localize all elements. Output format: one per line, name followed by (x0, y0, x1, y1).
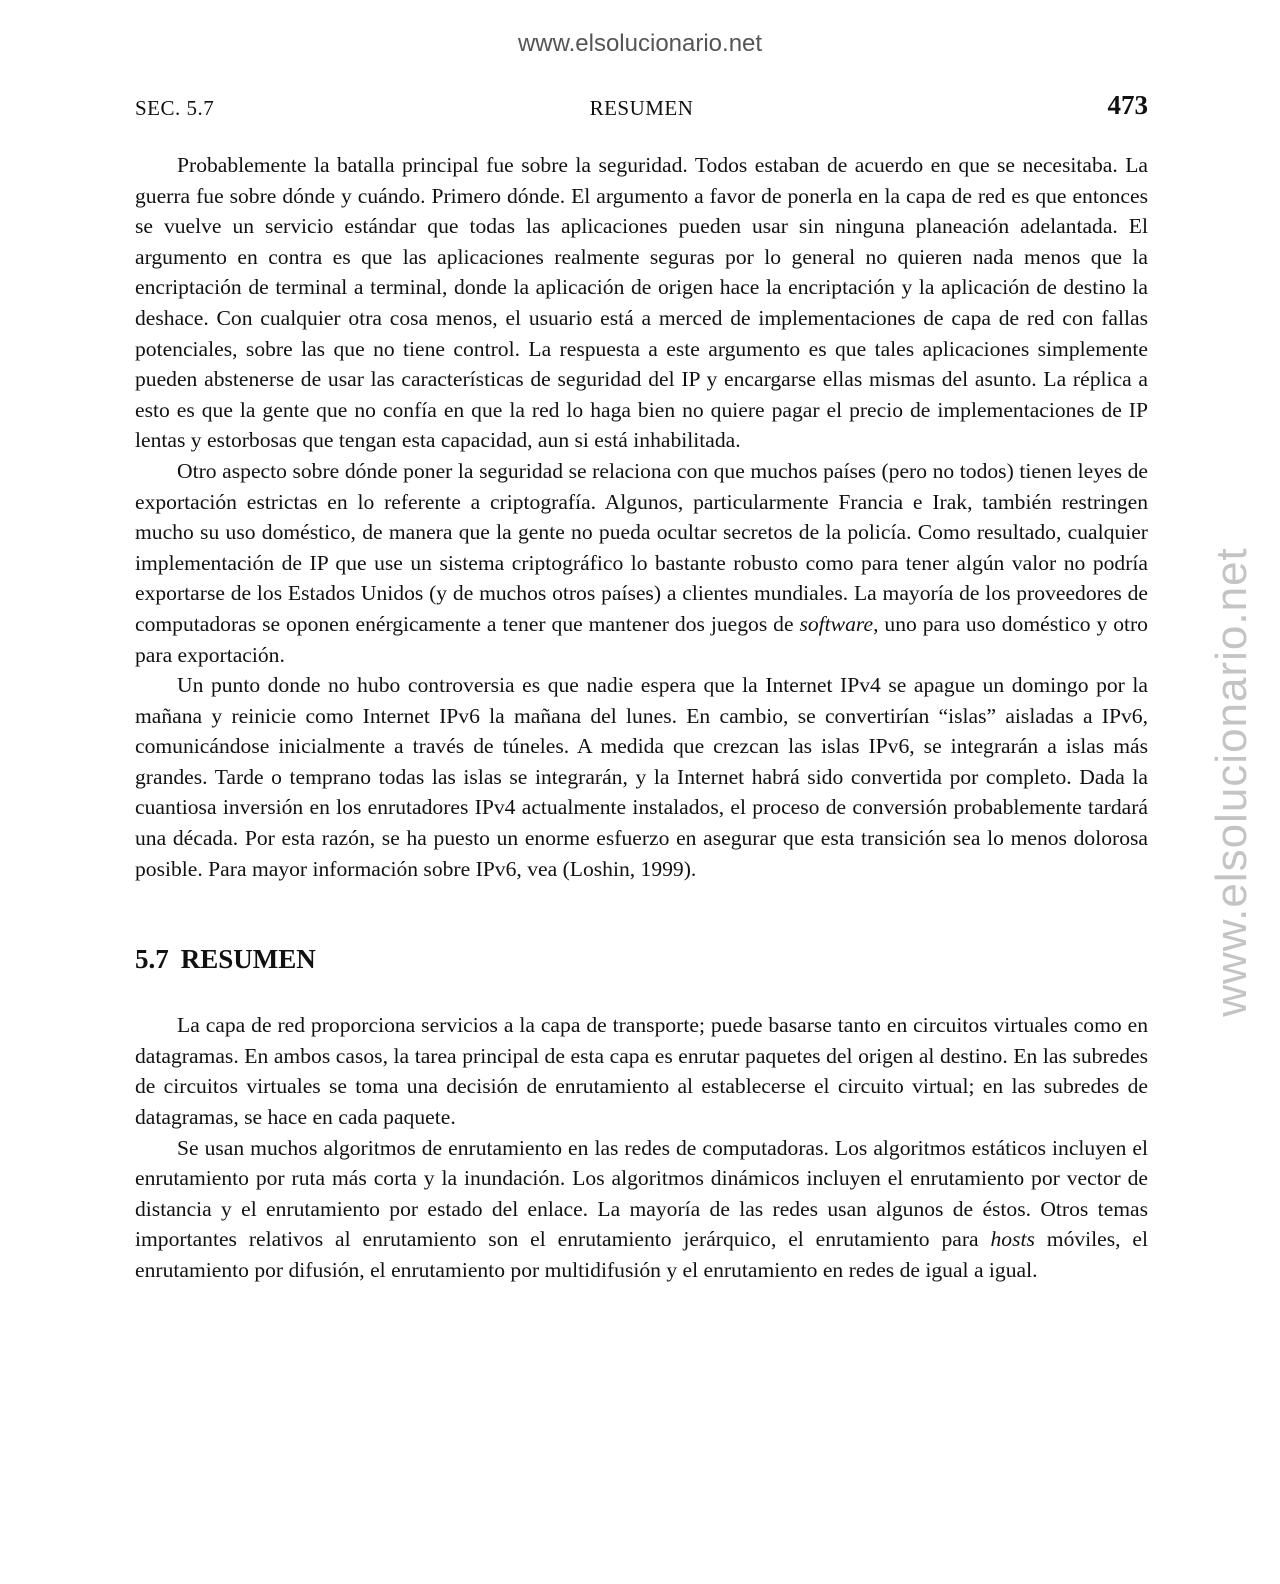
watermark-top: www.elsolucionario.net (517, 30, 763, 57)
paragraph-ipv6-transition (135, 670, 1148, 884)
watermark-side: www.elsolucionario.net (1207, 547, 1256, 1017)
running-head (135, 90, 1148, 124)
paragraph-text: La capa de red proporciona servicios a la capa de transporte; puede basarse tanto en circuitos virtuales como en datagramas. En ambos casos, la tarea principal de esta capa es enrutar paquetes del origen al destino. En las subredes de circuitos virtuales se toma una decisión de enrutamiento al establecerse el circuito virtual; en las subredes de datagramas, se hace en cada paquete. (135, 1013, 1148, 1130)
paragraph-text-tail: , uno para uso doméstico y otro para exportación. (135, 611, 1148, 667)
paragraph-italic: software (799, 611, 874, 636)
paragraph-security-battle (135, 150, 1148, 456)
paragraph-export-laws (135, 456, 1148, 670)
section-heading (135, 942, 1148, 976)
paragraph-summary-network-layer (135, 1010, 1148, 1132)
paragraph-text: Un punto donde no hubo controversia es que nadie espera que la Internet IPv4 se apague un domingo por la mañana y reinicie como Internet IPv6 la mañana del lunes. En cambio, se convertirían “islas” aisladas a IPv6, comunicándose inicialmente a través de túneles. A medida que crezcan las islas IPv6, se integrarán a islas más grandes. Tarde o temprano todas las islas se integrarán, y la Internet habrá sido convertida por completo. Dada la cuantiosa inversión en los enrutadores IPv4 actualmente instalados, el proceso de conversión probablemente tardará una década. Por esta razón, se ha puesto un enorme esfuerzo en asegurar que esta transición sea lo menos dolorosa posible. Para mayor información sobre IPv6, vea (Loshin, 1999). (135, 673, 1148, 881)
running-head-section: SEC. 5.7 (135, 96, 215, 120)
paragraph-text: Se usan muchos algoritmos de enrutamiento en las redes de computadoras. Los algoritmos estáticos incluyen el enrutamiento por ruta más corta y la inundación. Los algoritmos dinámicos incluyen el enrutamiento por vector de distancia y el enrutamiento por estado del enlace. La mayoría de las redes usan algunos de éstos. Otros temas importantes relativos al enrutamiento son el enrutamiento jerárquico, el enrutamiento para (135, 1135, 1148, 1252)
paragraph-text: Otro aspecto sobre dónde poner la seguridad se relaciona con que muchos países (pero no todos) tienen leyes de exportación estrictas en lo referente a criptografía. Algunos, particularmente Francia e Irak, también restringen mucho su uso doméstico, de manera que la gente no pueda ocultar secretos de la policía. Como resultado, cualquier implementación de IP que use un sistema criptográfico lo bastante robusto como para tener algún valor no podría exportarse de los Estados Unidos (y de muchos otros países) a clientes mundiales. La mayoría de los proveedores de computadoras se oponen enérgicamente a tener que mantener dos juegos de (135, 458, 1148, 636)
paragraph-italic: hosts (990, 1227, 1035, 1252)
running-head-title: RESUMEN (589, 96, 694, 120)
paragraph-summary-routing (135, 1133, 1148, 1286)
section-title: RESUMEN (180, 944, 316, 975)
paragraph-text: Probablemente la batalla principal fue sobre la seguridad. Todos estaban de acuerdo en que se necesitaba. La guerra fue sobre dónde y cuándo. Primero dónde. El argumento a favor de ponerla en la capa de red es que entonces se vuelve un servicio estándar que todas las aplicaciones pueden usar sin ninguna planeación adelantada. El argumento en contra es que las aplicaciones realmente seguras por lo general no quieren nada menos que la encriptación de terminal a terminal, donde la aplicación de origen hace la encriptación y la aplicación de destino la deshace. Con cualquier otra cosa menos, el usuario está a merced de implementaciones de capa de red con fallas potenciales, sobre las que no tiene control. La respuesta a este argumento es que tales aplicaciones simplemente pueden abstenerse de usar las características de seguridad del IP y encargarse ellas mismas del asunto. La réplica a esto es que la gente que no confía en que la red lo haga bien no quiere pagar el precio de implementaciones de IP lentas y estorbosas que tengan esta capacidad, aun si está inhabilitada. (135, 153, 1148, 453)
paragraph-text-tail: móviles, el enrutamiento por difusión, el enrutamiento por multidifusión y el enrutamiento en redes de igual a igual. (135, 1227, 1149, 1282)
section-number: 5.7 (135, 944, 169, 975)
page-number: 473 (1107, 90, 1148, 120)
page-body (135, 150, 1148, 1286)
